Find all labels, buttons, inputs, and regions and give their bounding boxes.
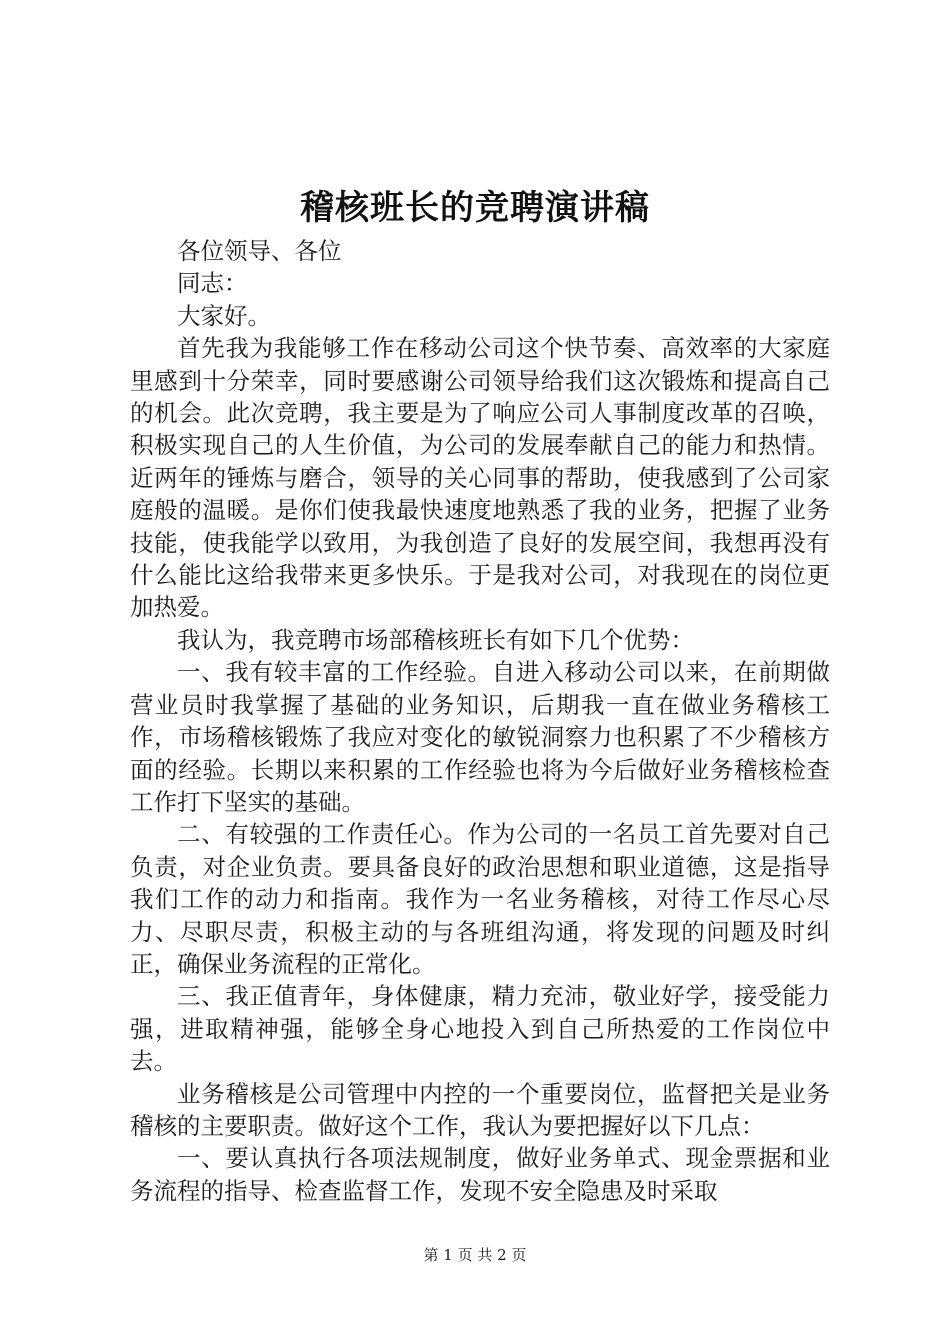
paragraph-greeting-2: 同志： (177, 269, 248, 298)
paragraph-point-1: 一、要认真执行各项法规制度，做好业务单式、现金票据和业务流程的指导、检查监督工作，发现不安全隐患及时采取 (130, 1144, 830, 1205)
document-title: 稽核班长的竞聘演讲稿 (300, 188, 650, 228)
paragraph-advantage-3: 三、我正值青年，身体健康，精力充沛，敬业好学，接受能力强，进取精神强，能够全身心地投入到自己所热爱的工作岗位中去。 (130, 982, 830, 1076)
page-footer: 第 1 页 共 2 页 (423, 1246, 527, 1264)
paragraph-advantages-lead: 我认为，我竞聘市场部稽核班长有如下几个优势： (177, 625, 694, 654)
paragraph-greeting-1: 各位领导、各位 (177, 237, 342, 265)
document-body (130, 235, 830, 1207)
paragraph-greeting-3: 大家好。 (177, 301, 271, 330)
paragraph-intro: 首先我为我能够工作在移动公司这个快节奏、高效率的大家庭里感到十分荣幸，同时要感谢公司领导给我们这次锻炼和提高自己的机会。此次竞聘，我主要是为了响应公司人事制度改革的召唤，积极实现自己的人生价值，为公司的发展奉献自己的能力和热情。近两年的锤炼与磨合，领导的关心同事的帮助，使我感到了公司家庭般的温暖。是你们使我最快速度地熟悉了我的业务，把握了业务技能，使我能学以致用，为我创造了良好的发展空间，我想再没有什么能比这给我带来更多快乐。于是我对公司，对我现在的岗位更加热爱。 (130, 334, 830, 622)
paragraph-advantage-1: 一、我有较丰富的工作经验。自进入移动公司以来，在前期做营业员时我掌握了基础的业务知识，后期我一直在做业务稽核工作，市场稽核锻炼了我应对变化的敏锐洞察力也积累了不少稽核方面的经验。长期以来积累的工作经验也将为今后做好业务稽核检查工作打下坚实的基础。 (130, 658, 830, 816)
paragraph-advantage-2: 二、有较强的工作责任心。作为公司的一名员工首先要对自己负责，对企业负责。要具备良好的政治思想和职业道德，这是指导我们工作的动力和指南。我作为一名业务稽核，对待工作尽心尽力、尽职尽责，积极主动的与各班组沟通，将发现的问题及时纠正，确保业务流程的正常化。 (130, 820, 830, 978)
paragraph-role: 业务稽核是公司管理中内控的一个重要岗位，监督把关是业务稽核的主要职责。做好这个工作，我认为要把握好以下几点： (130, 1079, 830, 1140)
